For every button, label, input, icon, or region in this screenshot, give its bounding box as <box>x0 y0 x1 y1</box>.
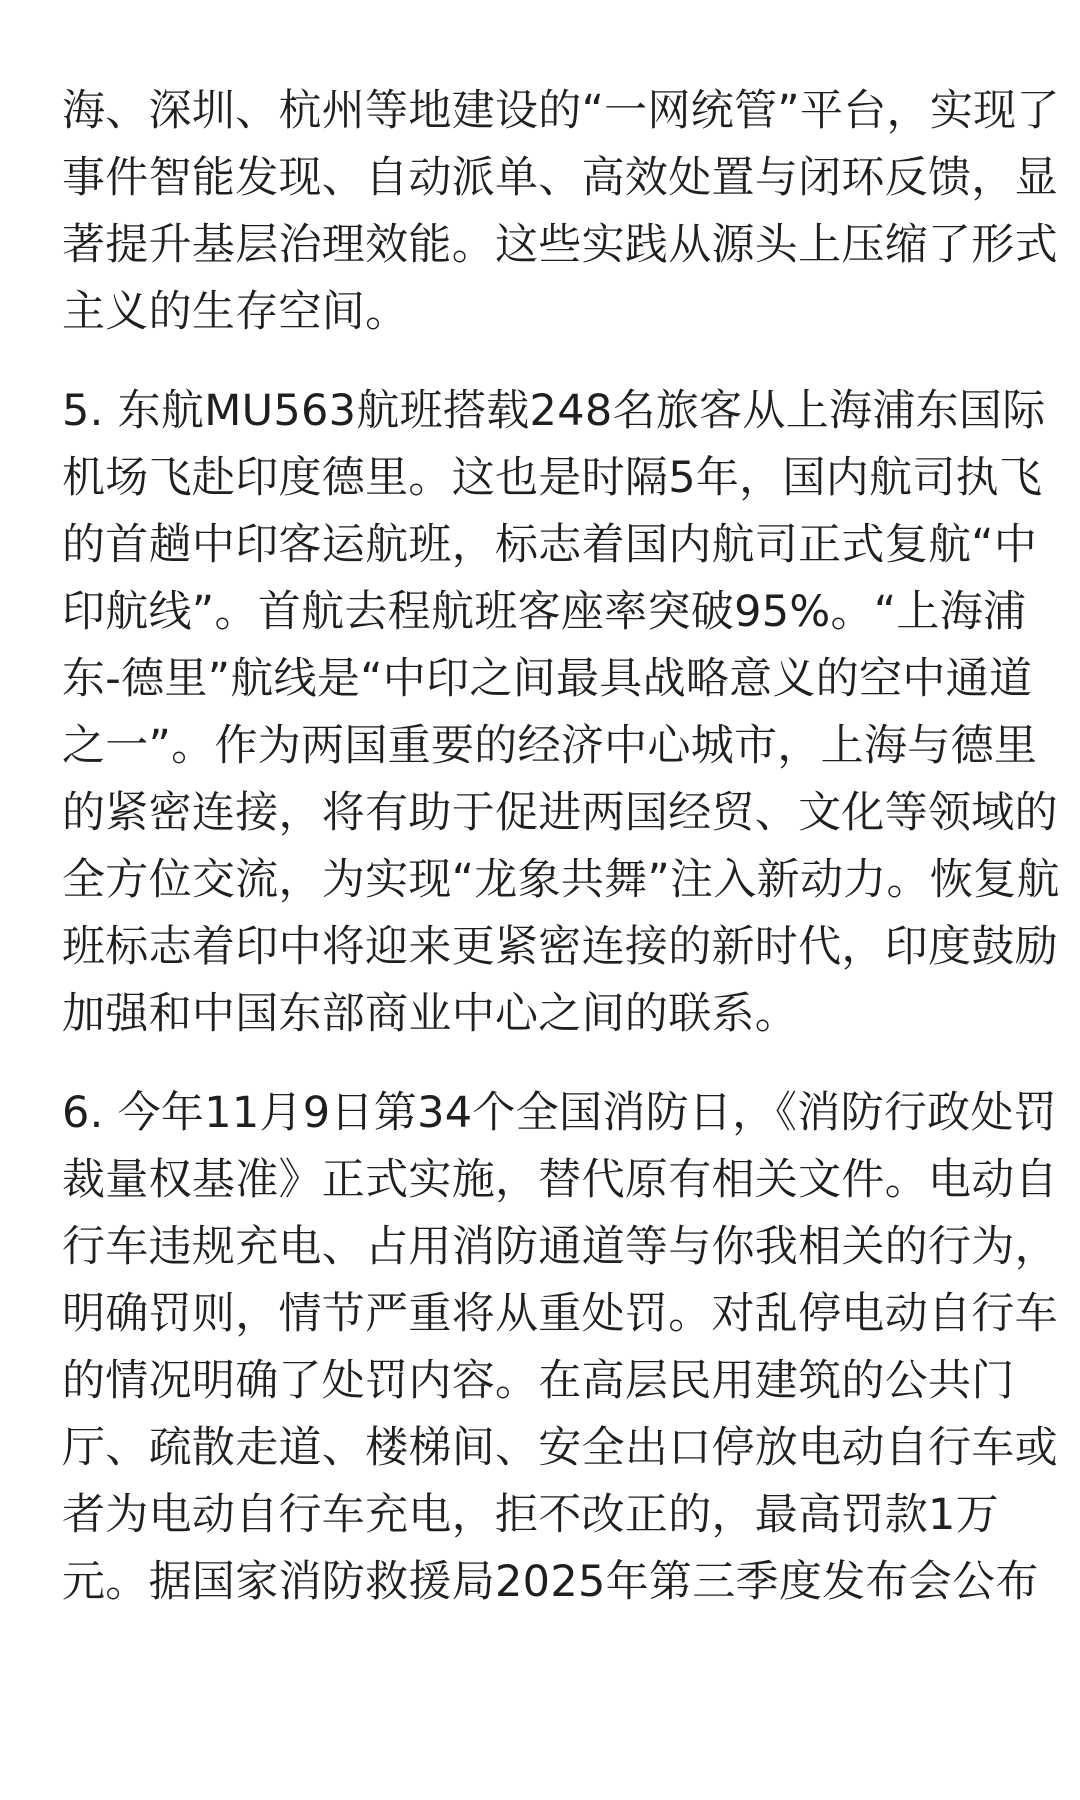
text-line: 著提升基层治理效能。这些实践从源头上压缩了形式 <box>62 220 1058 270</box>
text-line: 东-德里”航线是“中印之间最具战略意义的空中通道 <box>62 654 1033 704</box>
paragraph-item-5-flight <box>62 378 1060 1048</box>
text-line: 裁量权基准》正式实施，替代原有相关文件。电动自 <box>62 1155 1058 1205</box>
paragraph-governance <box>62 78 1060 346</box>
text-line: 班标志着印中将迎来更紧密连接的新时代，印度鼓励 <box>62 922 1058 972</box>
text-line: 主义的生存空间。 <box>62 287 409 337</box>
text-line: 行车违规充电、占用消防通道等与你我相关的行为， <box>62 1222 1058 1272</box>
text-line: 加强和中国东部商业中心之间的联系。 <box>62 989 799 1039</box>
article-body <box>62 78 1060 1648</box>
text-line: 者为电动自行车充电，拒不改正的，最高罚款1万 <box>62 1490 999 1540</box>
text-line: 海、深圳、杭州等地建设的“一网统管”平台，实现了 <box>62 86 1060 136</box>
text-line: 全方位交流，为实现“龙象共舞”注入新动力。恢复航 <box>62 855 1060 905</box>
text-line: 厅、疏散走道、楼梯间、安全出口停放电动自行车或 <box>62 1423 1058 1473</box>
text-line: 6. 今年11月9日第34个全国消防日，《消防行政处罚 <box>62 1088 1058 1138</box>
text-line: 的首趟中印客运航班，标志着国内航司正式复航“中 <box>62 520 1038 570</box>
text-line: 之一”。作为两国重要的经济中心城市，上海与德里 <box>62 721 1038 771</box>
text-line: 的情况明确了处罚内容。在高层民用建筑的公共门 <box>62 1356 1015 1406</box>
text-line: 元。据国家消防救援局2025年第三季度发布会公布 <box>62 1557 1039 1607</box>
text-line: 5. 东航MU563航班搭载248名旅客从上海浦东国际 <box>62 386 1046 436</box>
text-line: 明确罚则，情节严重将从重处罚。对乱停电动自行车 <box>62 1289 1058 1339</box>
text-line: 事件智能发现、自动派单、高效处置与闭环反馈，显 <box>62 153 1058 203</box>
text-line: 印航线”。首航去程航班客座率突破95%。“上海浦 <box>62 587 1027 637</box>
text-line: 机场飞赴印度德里。这也是时隔5年，国内航司执飞 <box>62 453 1043 503</box>
paragraph-item-6-fire-safety <box>62 1080 1058 1616</box>
text-line: 的紧密连接，将有助于促进两国经贸、文化等领域的 <box>62 788 1058 838</box>
